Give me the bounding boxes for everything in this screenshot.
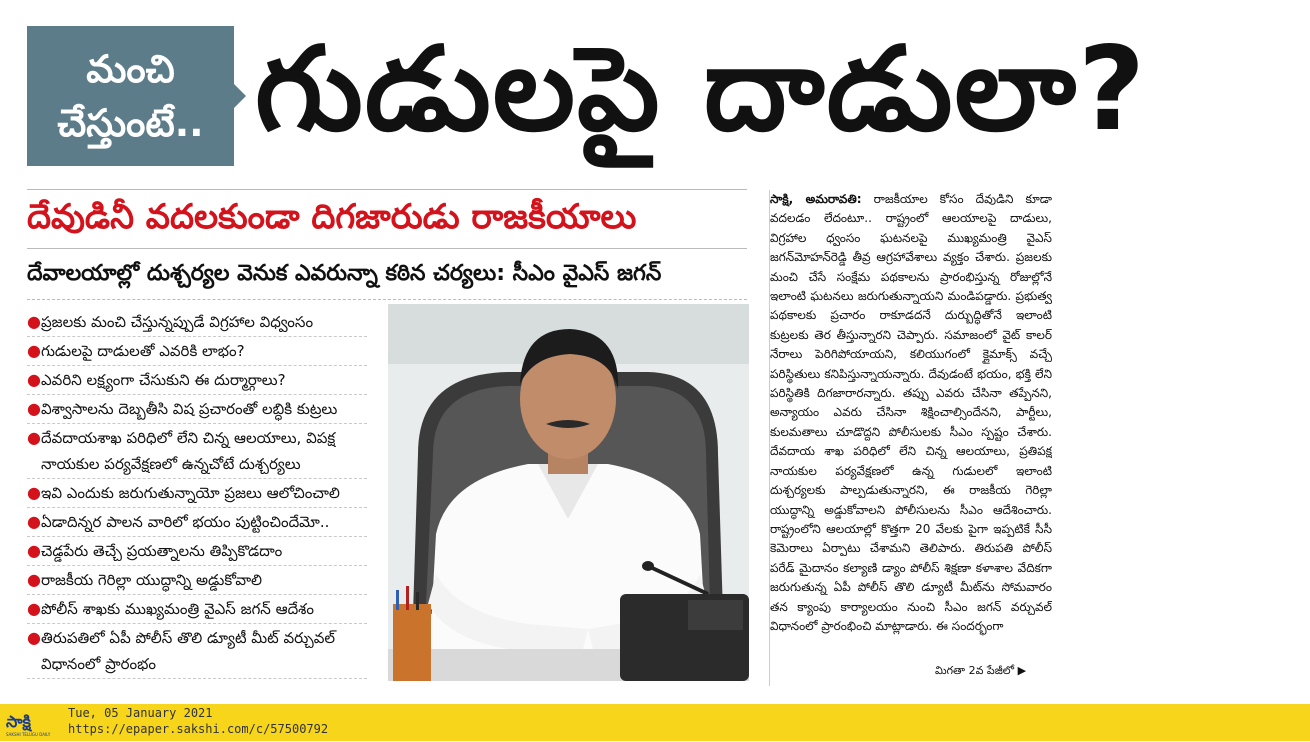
list-item: ● ప్రజలకు మంచి చేస్తున్నప్పుడే విగ్రహాల విధ్వంసం <box>27 308 367 337</box>
bullet-dot-icon: ● <box>27 570 41 589</box>
black-subheadline: దేవాలయాల్లో దుశ్చర్యల వెనుక ఎవరున్నా కఠిన చర్యలు: సీఎం వైఎస్ జగన్ <box>27 248 747 300</box>
bullet-dot-icon: ● <box>27 541 41 560</box>
bullet-dot-icon: ● <box>27 628 41 647</box>
sakshi-logo <box>4 707 62 738</box>
article-body <box>769 190 1052 686</box>
kicker-box <box>27 26 234 166</box>
photo-illustration <box>388 304 749 681</box>
bullet-dot-icon: ● <box>27 341 41 360</box>
main-headline: గుడులపై దాడులా? <box>255 22 1148 157</box>
cm-photo <box>388 304 749 681</box>
red-subheadline: దేవుడినీ వదలకుండా దిగజారుడు రాజకీయాలు <box>27 189 747 244</box>
footer-date: Tue, 05 January 2021 <box>68 706 213 720</box>
bullet-dot-icon: ● <box>27 370 41 389</box>
kicker-notch <box>234 84 246 108</box>
continued-note: మిగతా 2వ పేజీలో ▶ <box>935 664 1027 677</box>
svg-text:సాక్షి: సాక్షి <box>6 712 31 731</box>
list-item: ● చెడ్డపేరు తెచ్చే ప్రయత్నాలను తిప్పికొడదాం <box>27 537 367 566</box>
list-item: ● ఎవరిని లక్ష్యంగా చేసుకుని ఈ దుర్మార్గాలు? <box>27 366 367 395</box>
kicker-line-1: మంచి <box>86 47 175 91</box>
list-item: ● విశ్వాసాలను దెబ్బతీసి విష ప్రచారంతో లబ్ధికి కుట్రలు <box>27 395 367 424</box>
bullet-dot-icon: ● <box>27 312 41 331</box>
svg-text:SAKSHI TELUGU DAILY: SAKSHI TELUGU DAILY <box>6 732 51 737</box>
list-item: ● తిరుపతిలో ఏపీ పోలీస్ తొలి డ్యూటీ మీట్ వర్చువల్ విధానంలో ప్రారంభం <box>27 624 367 679</box>
kicker-line-2: చేస్తుంటే.. <box>57 101 204 145</box>
list-item: ● పోలీస్ శాఖకు ముఖ్యమంత్రి వైఎస్ జగన్ ఆదేశం <box>27 595 367 624</box>
bullet-dot-icon: ● <box>27 483 41 502</box>
bullet-list <box>27 308 367 679</box>
bullet-dot-icon: ● <box>27 399 41 418</box>
footer-url-link[interactable]: https://epaper.sakshi.com/c/57500792 <box>68 722 329 736</box>
list-item: ● ఇవి ఎందుకు జరుగుతున్నాయో ప్రజలు ఆలోచించాలి <box>27 479 367 508</box>
list-item: ● రాజకీయ గెరిల్లా యుద్ధాన్ని అడ్డుకోవాలి <box>27 566 367 595</box>
list-item: ● ఏడాదిన్నర పాలన వారిలో భయం పుట్టించిందేమో.. <box>27 508 367 537</box>
bullet-dot-icon: ● <box>27 428 41 447</box>
footer-bar <box>0 704 1310 741</box>
logo-mark <box>4 707 62 738</box>
article-text: రాజకీయాల కోసం దేవుడిని కూడా వదలడం లేదంటూ.. రాష్ట్రంలో ఆలయాలపై దాడులు, విగ్రహాల ధ్వంసం ఘటనలపై ముఖ్యమంత్రి వైఎస్ జగన్‌మోహన్‌రెడ్డి తీవ్ర ఆగ్రహావేశాలు వ్యక్తం చేశారు. ప్రజలకు మంచి చేసే సంక్షేమ పథకాలను ప్రారంభిస్తున్న రోజుల్లోనే ఇలాంటి ఘటనలు జరుగుతున్నాయని మండిపడ్డారు. ప్రభుత్వ పథకాలకు ప్రచారం రాకూడదనే దుర్బుద్ధితోనే ఇలాంటి కుట్రలకు తెర తీస్తున్నారని చెప్పారు. సమాజంలో వైట్ కాలర్ నేరాలు పెరిగిపోయాయని, కలియుగంలో క్లైమాక్స్ వచ్చే పరిస్థితులు కనిపిస్తున్నాయన్నారు. దేవుడంటే భయం, భక్తి లేని పరిస్థితికి దిగజారారన్నారు. తప్పు ఎవరు చేసినా తప్పేనని, అన్యాయం ఎవరు చేసినా శిక్షించాల్సిందేనని, పార్టీలు, కులమతాలు చూడొద్దని పోలీసులకు సీఎం స్పష్టం చేశారు. దేవదాయ శాఖ పరిధిలో లేని చిన్న ఆలయాలు, ప్రతిపక్ష నాయకుల పర్యవేక్షణలో ఉన్న గుడులలో ఇలాంటి దుశ్చర్యలకు పాల్పడుతున్నారని, ఈ రాజకీయ గెరిల్లా యుద్ధాన్ని అడ్డుకోవాలని పోలీసులను సీఎం ఆదేశించారు. రాష్ట్రంలోని ఆలయాల్లో కొత్తగా 20 వేలకు పైగా ఇప్పటికే సీసీ కెమెరాలు ఏర్పాటు చేశామని తెలిపారు. తిరుపతి పోలీస్ పరేడ్ మైదానం కల్యాణి డ్యాం పోలీస్ శిక్షణా కళాశాల వేదికగా జరుగుతున్న ఏపీ పోలీస్ తొలి డ్యూటీ మీట్‌ను సోమవారం తన క్యాంపు కార్యాలయం నుంచి సీఎం జగన్ వర్చువల్ విధానంలో ప్రారంభించి మాట్లాడారు. ఈ సందర్భంగా <box>770 192 1052 633</box>
bullet-dot-icon: ● <box>27 599 41 618</box>
list-item: ● దేవదాయశాఖ పరిధిలో లేని చిన్న ఆలయాలు, విపక్ష నాయకుల పర్యవేక్షణలో ఉన్నచోటే దుశ్చర్యలు <box>27 424 367 479</box>
list-item: ● గుడులపై దాడులతో ఎవరికి లాభం? <box>27 337 367 366</box>
bullet-dot-icon: ● <box>27 512 41 531</box>
article-dateline: సాక్షి, అమరావతి: <box>770 192 862 206</box>
